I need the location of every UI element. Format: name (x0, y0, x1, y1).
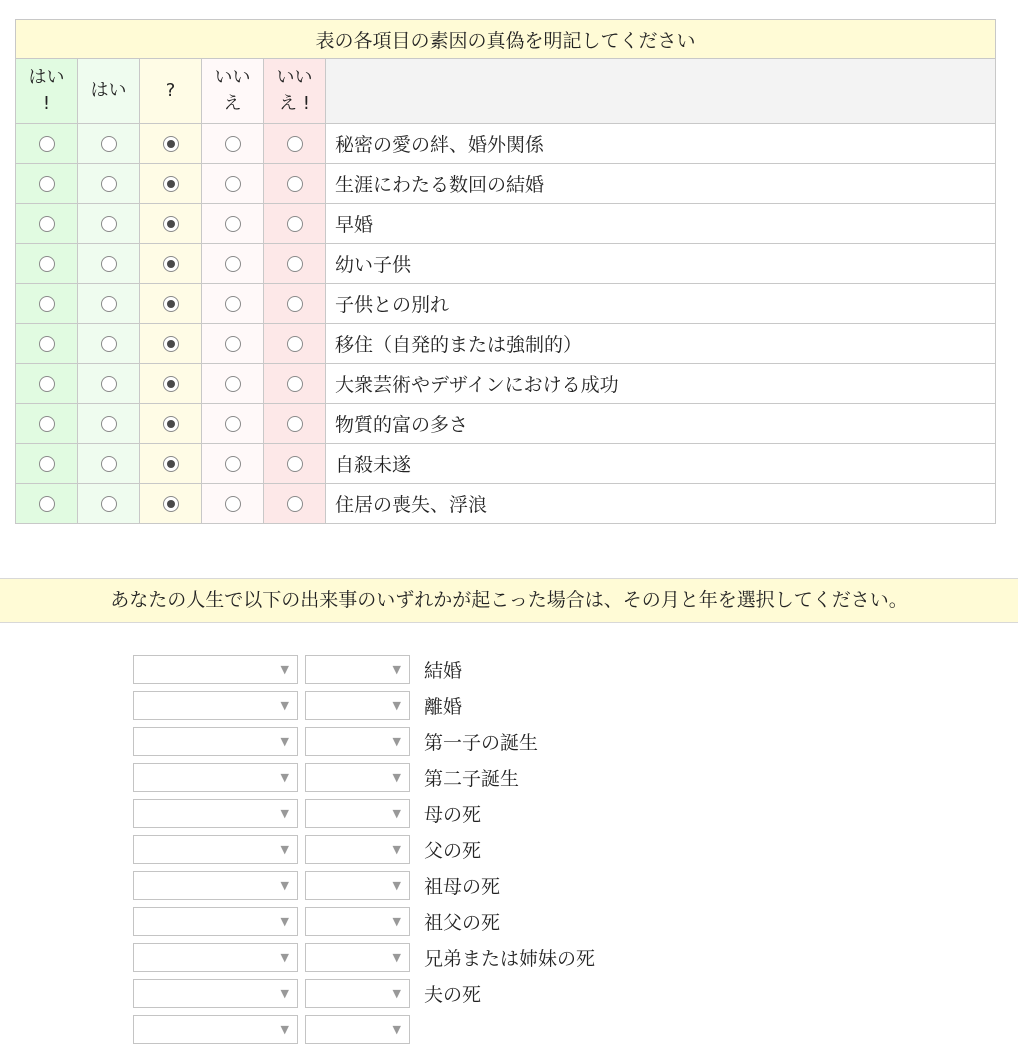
year-select[interactable] (305, 799, 410, 828)
event-label: 祖母の死 (424, 876, 501, 898)
event-row (133, 726, 833, 757)
radio-cell-unknown (140, 124, 202, 164)
year-select[interactable] (305, 763, 410, 792)
radio-no[interactable] (225, 376, 241, 392)
month-select[interactable] (133, 727, 298, 756)
chevron-down-icon: ▼ (280, 879, 289, 892)
table-row (16, 364, 996, 404)
col-header-unknown (140, 59, 202, 124)
radio-no[interactable] (225, 296, 241, 312)
event-row (133, 942, 833, 973)
event-label: 母の死 (424, 804, 482, 826)
year-select[interactable] (305, 1015, 410, 1044)
radio-cell-strong-no (264, 484, 326, 524)
month-select[interactable] (133, 655, 298, 684)
factor-label: 自殺未遂 (326, 444, 996, 484)
radio-cell-strong-no (264, 204, 326, 244)
radio-unknown[interactable] (163, 136, 179, 152)
radio-strong-no[interactable] (287, 376, 303, 392)
year-select[interactable] (305, 691, 410, 720)
radio-strong-no[interactable] (287, 136, 303, 152)
factor-rows (16, 124, 996, 524)
event-label: 第二子誕生 (424, 768, 520, 790)
radio-no[interactable] (225, 136, 241, 152)
radio-unknown[interactable] (163, 336, 179, 352)
radio-strong-no[interactable] (287, 416, 303, 432)
chevron-down-icon: ▼ (392, 987, 401, 1000)
col-header-label: はい (90, 80, 127, 101)
radio-cell-yes (78, 324, 140, 364)
radio-no[interactable] (225, 256, 241, 272)
col-header-strong-yes (16, 59, 78, 124)
radio-unknown[interactable] (163, 256, 179, 272)
radio-strong-no[interactable] (287, 336, 303, 352)
radio-unknown[interactable] (163, 456, 179, 472)
event-label: 結婚 (424, 660, 463, 682)
radio-yes[interactable] (101, 456, 117, 472)
radio-cell-yes (78, 444, 140, 484)
event-row (133, 906, 833, 937)
table-row (16, 444, 996, 484)
chevron-down-icon: ▼ (392, 843, 401, 856)
radio-no[interactable] (225, 496, 241, 512)
chevron-down-icon: ▼ (280, 987, 289, 1000)
col-header-label: いい (214, 67, 251, 88)
radio-no[interactable] (225, 176, 241, 192)
event-row (133, 762, 833, 793)
radio-cell-no (202, 244, 264, 284)
table-row (16, 324, 996, 364)
factor-label: 移住（自発的または強制的） (326, 324, 996, 364)
radio-unknown[interactable] (163, 496, 179, 512)
chevron-down-icon: ▼ (392, 879, 401, 892)
chevron-down-icon: ▼ (280, 699, 289, 712)
year-select[interactable] (305, 943, 410, 972)
radio-unknown[interactable] (163, 176, 179, 192)
events-title: あなたの人生で以下の出来事のいずれかが起こった場合は、その月と年を選択してください。 (0, 578, 1018, 623)
radio-cell-yes (78, 484, 140, 524)
chevron-down-icon: ▼ (280, 1023, 289, 1036)
year-select[interactable] (305, 907, 410, 936)
radio-unknown[interactable] (163, 376, 179, 392)
radio-yes[interactable] (101, 256, 117, 272)
radio-strong-no[interactable] (287, 176, 303, 192)
radio-cell-strong-no (264, 284, 326, 324)
chevron-down-icon: ▼ (392, 735, 401, 748)
radio-cell-no (202, 444, 264, 484)
radio-yes[interactable] (101, 216, 117, 232)
col-header-label: え (223, 93, 242, 114)
radio-strong-yes[interactable] (39, 176, 55, 192)
event-row (133, 834, 833, 865)
radio-strong-no[interactable] (287, 456, 303, 472)
radio-strong-no[interactable] (287, 296, 303, 312)
event-label: 離婚 (424, 696, 463, 718)
table-row (16, 124, 996, 164)
radio-cell-strong-no (264, 124, 326, 164)
radio-cell-strong-yes (16, 124, 78, 164)
year-select[interactable] (305, 979, 410, 1008)
month-select[interactable] (133, 979, 298, 1008)
chevron-down-icon: ▼ (392, 951, 401, 964)
month-select[interactable] (133, 691, 298, 720)
chevron-down-icon: ▼ (280, 771, 289, 784)
chevron-down-icon: ▼ (280, 843, 289, 856)
table-row (16, 484, 996, 524)
radio-yes[interactable] (101, 296, 117, 312)
radio-cell-yes (78, 124, 140, 164)
radio-strong-yes[interactable] (39, 376, 55, 392)
table-row (16, 164, 996, 204)
radio-cell-no (202, 164, 264, 204)
table-row (16, 204, 996, 244)
factor-label: 生涯にわたる数回の結婚 (326, 164, 996, 204)
radio-cell-strong-no (264, 324, 326, 364)
radio-yes[interactable] (101, 336, 117, 352)
event-row (133, 690, 833, 721)
radio-cell-strong-yes (16, 164, 78, 204)
radio-no[interactable] (225, 456, 241, 472)
radio-strong-no[interactable] (287, 496, 303, 512)
event-label: 夫の死 (424, 984, 482, 1006)
radio-cell-unknown (140, 484, 202, 524)
col-header-label: ! (42, 93, 51, 114)
year-select[interactable] (305, 871, 410, 900)
radio-yes[interactable] (101, 376, 117, 392)
radio-cell-unknown (140, 324, 202, 364)
radio-cell-yes (78, 404, 140, 444)
radio-strong-yes[interactable] (39, 496, 55, 512)
radio-cell-strong-no (264, 364, 326, 404)
radio-unknown[interactable] (163, 216, 179, 232)
year-select[interactable] (305, 835, 410, 864)
radio-cell-unknown (140, 444, 202, 484)
month-select[interactable] (133, 1015, 298, 1044)
event-row (133, 654, 833, 685)
factors-header-row (16, 59, 996, 124)
radio-strong-no[interactable] (287, 216, 303, 232)
event-label: 兄弟または姉妹の死 (424, 948, 596, 970)
col-header-label: え ! (279, 93, 310, 114)
factors-table (15, 19, 996, 524)
radio-cell-strong-yes (16, 364, 78, 404)
radio-cell-no (202, 124, 264, 164)
radio-cell-strong-no (264, 164, 326, 204)
month-select[interactable] (133, 943, 298, 972)
radio-cell-strong-yes (16, 244, 78, 284)
factor-label: 大衆芸術やデザインにおける成功 (326, 364, 996, 404)
col-header-yes (78, 59, 140, 124)
month-select[interactable] (133, 799, 298, 828)
factors-title: 表の各項目の素因の真偽を明記してください (16, 20, 996, 59)
radio-cell-no (202, 324, 264, 364)
radio-no[interactable] (225, 336, 241, 352)
radio-cell-strong-no (264, 444, 326, 484)
radio-yes[interactable] (101, 496, 117, 512)
radio-cell-unknown (140, 364, 202, 404)
radio-strong-no[interactable] (287, 256, 303, 272)
radio-cell-unknown (140, 164, 202, 204)
factor-label: 早婚 (326, 204, 996, 244)
month-select[interactable] (133, 907, 298, 936)
radio-cell-no (202, 364, 264, 404)
table-row (16, 404, 996, 444)
event-list (133, 654, 833, 1050)
event-row (133, 798, 833, 829)
radio-strong-yes[interactable] (39, 136, 55, 152)
chevron-down-icon: ▼ (392, 1023, 401, 1036)
year-select[interactable] (305, 655, 410, 684)
radio-yes[interactable] (101, 416, 117, 432)
col-header-blank (326, 59, 996, 124)
col-header-label: ? (165, 80, 176, 101)
radio-cell-no (202, 284, 264, 324)
event-label: 父の死 (424, 840, 482, 862)
radio-strong-yes[interactable] (39, 456, 55, 472)
radio-cell-strong-yes (16, 444, 78, 484)
radio-cell-strong-yes (16, 484, 78, 524)
chevron-down-icon: ▼ (392, 699, 401, 712)
radio-cell-strong-no (264, 244, 326, 284)
chevron-down-icon: ▼ (280, 807, 289, 820)
radio-strong-yes[interactable] (39, 296, 55, 312)
radio-unknown[interactable] (163, 296, 179, 312)
radio-cell-unknown (140, 404, 202, 444)
chevron-down-icon: ▼ (392, 915, 401, 928)
factors-title-row (16, 20, 996, 59)
chevron-down-icon: ▼ (280, 735, 289, 748)
chevron-down-icon: ▼ (280, 663, 289, 676)
radio-cell-yes (78, 204, 140, 244)
col-header-label: いい (276, 67, 313, 88)
radio-cell-unknown (140, 204, 202, 244)
radio-cell-unknown (140, 284, 202, 324)
event-row (133, 870, 833, 901)
radio-strong-yes[interactable] (39, 216, 55, 232)
radio-cell-yes (78, 364, 140, 404)
radio-cell-strong-yes (16, 284, 78, 324)
radio-no[interactable] (225, 416, 241, 432)
month-select[interactable] (133, 763, 298, 792)
col-header-strong-no (264, 59, 326, 124)
table-row (16, 284, 996, 324)
radio-cell-no (202, 484, 264, 524)
chevron-down-icon: ▼ (280, 951, 289, 964)
radio-cell-strong-yes (16, 204, 78, 244)
month-select[interactable] (133, 871, 298, 900)
radio-cell-strong-yes (16, 324, 78, 364)
radio-cell-unknown (140, 244, 202, 284)
radio-cell-no (202, 404, 264, 444)
chevron-down-icon: ▼ (392, 663, 401, 676)
radio-unknown[interactable] (163, 416, 179, 432)
factor-label: 秘密の愛の絆、婚外関係 (326, 124, 996, 164)
factor-label: 物質的富の多さ (326, 404, 996, 444)
radio-no[interactable] (225, 216, 241, 232)
radio-cell-strong-yes (16, 404, 78, 444)
col-header-label: はい (28, 67, 65, 88)
table-row (16, 244, 996, 284)
radio-cell-yes (78, 244, 140, 284)
chevron-down-icon: ▼ (392, 771, 401, 784)
radio-yes[interactable] (101, 176, 117, 192)
radio-strong-yes[interactable] (39, 256, 55, 272)
radio-strong-yes[interactable] (39, 336, 55, 352)
event-label: 祖父の死 (424, 912, 501, 934)
event-row (133, 978, 833, 1009)
factor-label: 幼い子供 (326, 244, 996, 284)
radio-cell-yes (78, 164, 140, 204)
event-label: 第一子の誕生 (424, 732, 539, 754)
chevron-down-icon: ▼ (392, 807, 401, 820)
chevron-down-icon: ▼ (280, 915, 289, 928)
radio-cell-strong-no (264, 404, 326, 444)
event-row (133, 1014, 833, 1045)
year-select[interactable] (305, 727, 410, 756)
radio-cell-no (202, 204, 264, 244)
radio-cell-yes (78, 284, 140, 324)
factor-label: 住居の喪失、浮浪 (326, 484, 996, 524)
radio-strong-yes[interactable] (39, 416, 55, 432)
factor-label: 子供との別れ (326, 284, 996, 324)
month-select[interactable] (133, 835, 298, 864)
col-header-no (202, 59, 264, 124)
radio-yes[interactable] (101, 136, 117, 152)
